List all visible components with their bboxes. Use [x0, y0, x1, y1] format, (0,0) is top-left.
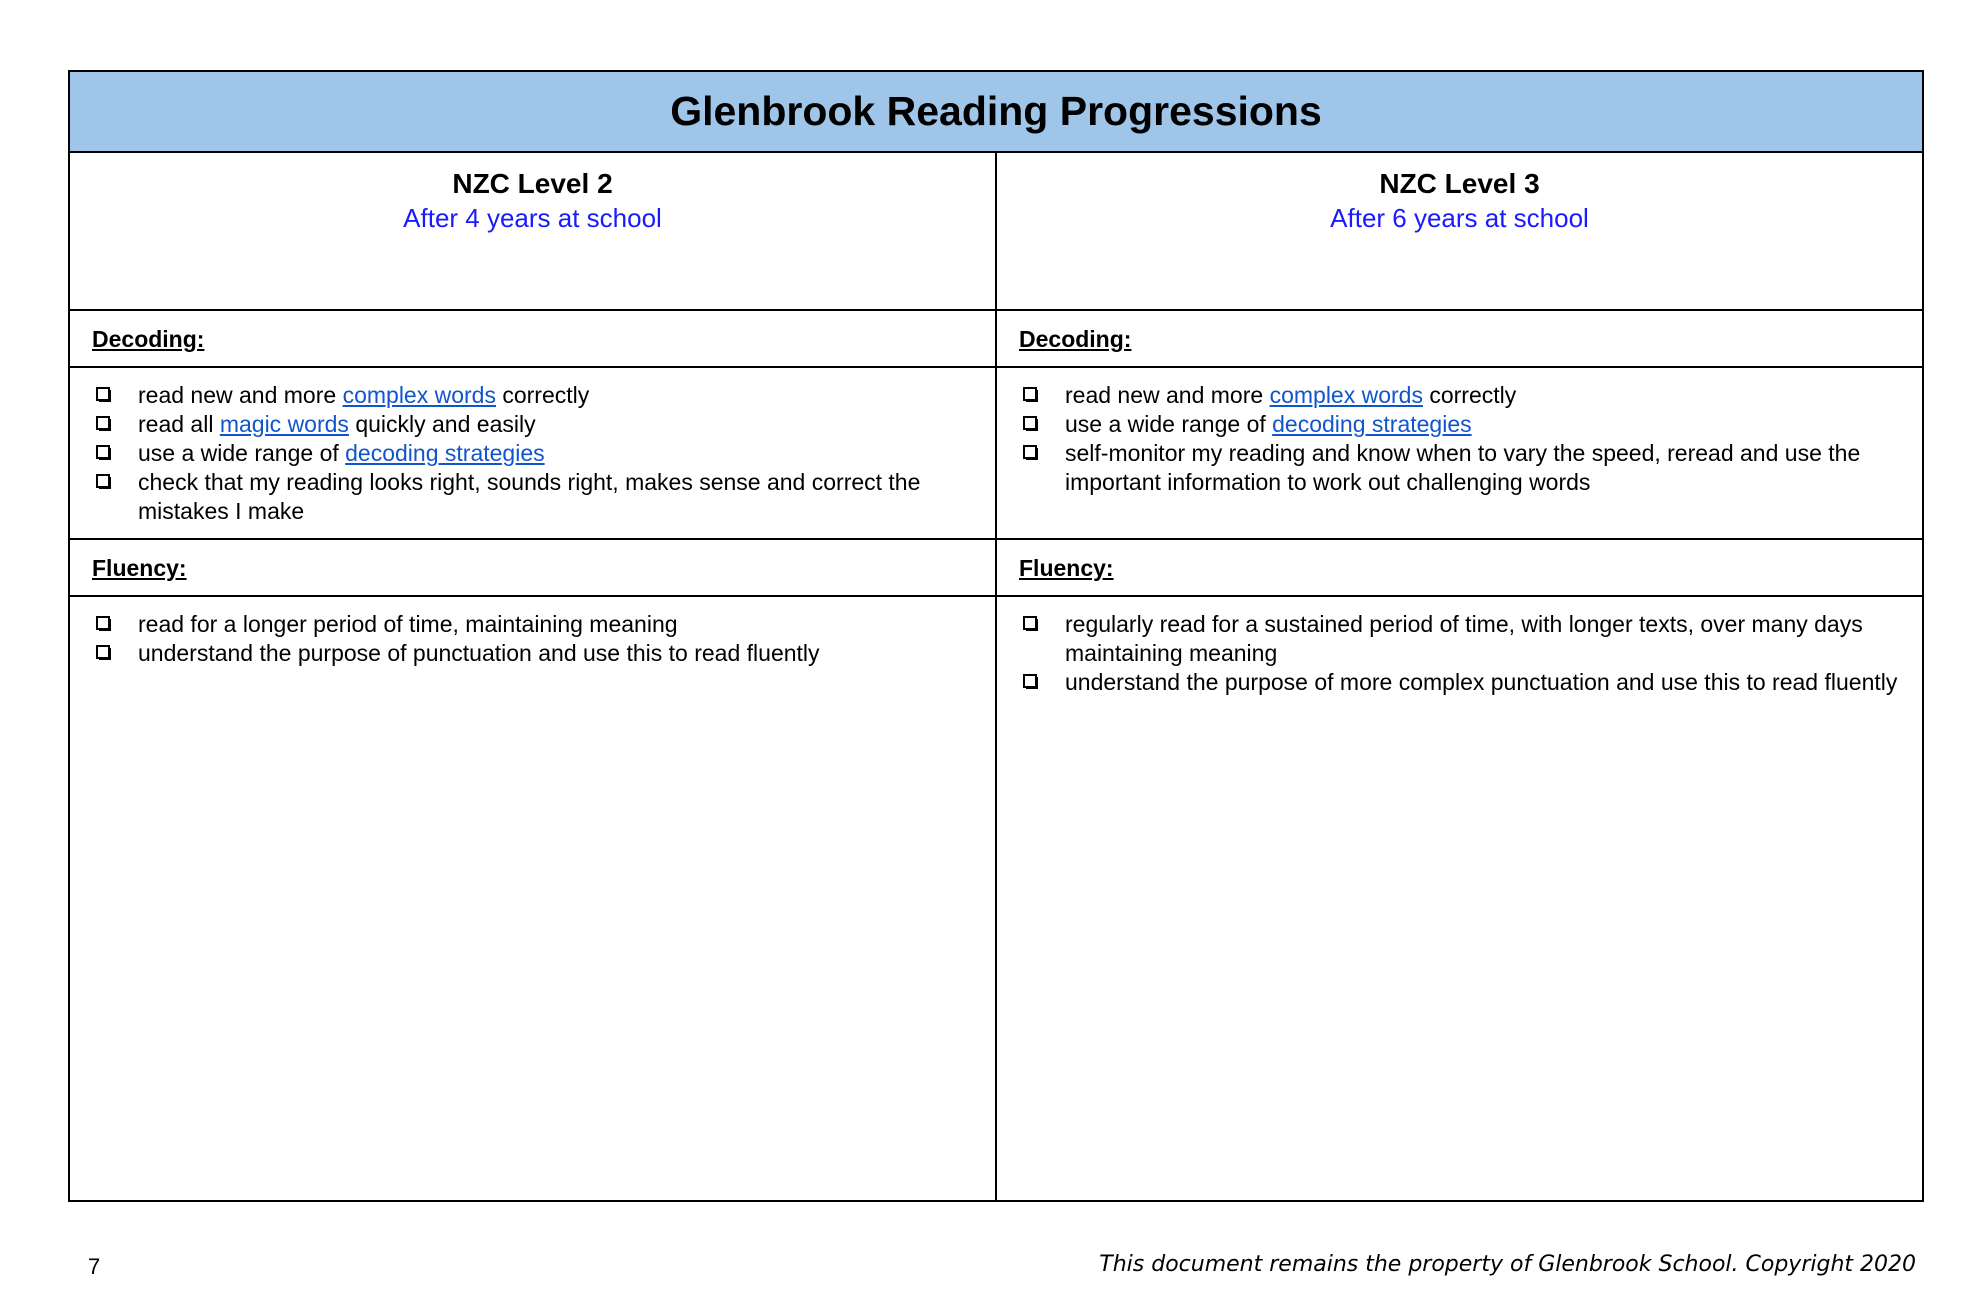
list-item: use a wide range of decoding strategies [1023, 410, 1902, 439]
list-item: understand the purpose of more complex punctuation and use this to read fluently [1023, 668, 1902, 697]
level-2-subtitle: After 4 years at school [403, 203, 662, 233]
page-number: 7 [88, 1254, 101, 1279]
level-3-name: NZC Level 3 [1379, 168, 1540, 199]
list-item: check that my reading looks right, sounds right, makes sense and correct the mistakes I make [96, 468, 975, 526]
checkbox-icon [1023, 445, 1038, 460]
list-item: read new and more complex words correctly [1023, 381, 1902, 410]
complex-words-link[interactable]: complex words [1269, 382, 1423, 408]
level-3-fluency-list [1023, 610, 1902, 697]
decoding-label: Decoding: [92, 326, 205, 352]
fluency-label: Fluency: [92, 555, 187, 581]
fluency-label: Fluency: [1019, 555, 1114, 581]
level-3-decoding-list [1023, 381, 1902, 497]
copyright-notice: This document remains the property of Glenbrook School. Copyright 2020 [1099, 1252, 1916, 1277]
level-2-header [70, 151, 997, 309]
complex-words-link[interactable]: complex words [342, 382, 496, 408]
title-banner [70, 72, 1922, 151]
level-2-decoding-heading [70, 309, 997, 366]
level-2-decoding-list-cell [70, 366, 997, 538]
checkbox-icon [96, 645, 111, 660]
level-2-decoding-list [96, 381, 975, 526]
checkbox-icon [96, 474, 111, 489]
checkbox-icon [96, 445, 111, 460]
checkbox-icon [1023, 416, 1038, 431]
level-2-fluency-heading [70, 538, 997, 595]
level-2-name: NZC Level 2 [452, 168, 613, 199]
level-3-decoding-list-cell [997, 366, 1922, 538]
level-3-header [997, 151, 1922, 309]
list-item: read for a longer period of time, maintaining meaning [96, 610, 975, 639]
decoding-label: Decoding: [1019, 326, 1132, 352]
level-2-fluency-list [96, 610, 975, 668]
checkbox-icon [96, 616, 111, 631]
checkbox-icon [96, 416, 111, 431]
level-3-decoding-heading [997, 309, 1922, 366]
checkbox-icon [96, 387, 111, 402]
progressions-table [68, 70, 1924, 1202]
list-item: read all magic words quickly and easily [96, 410, 975, 439]
level-3-fluency-heading [997, 538, 1922, 595]
list-item: self-monitor my reading and know when to vary the speed, reread and use the important information to work out challenging words [1023, 439, 1902, 497]
list-item: understand the purpose of punctuation and use this to read fluently [96, 639, 975, 668]
list-item: use a wide range of decoding strategies [96, 439, 975, 468]
checkbox-icon [1023, 616, 1038, 631]
magic-words-link[interactable]: magic words [219, 411, 349, 437]
checkbox-icon [1023, 674, 1038, 689]
level-3-fluency-list-cell [997, 595, 1922, 1200]
decoding-strategies-link[interactable]: decoding strategies [345, 440, 545, 466]
level-2-fluency-list-cell [70, 595, 997, 1200]
checkbox-icon [1023, 387, 1038, 402]
list-item: regularly read for a sustained period of time, with longer texts, over many days maintaining meaning [1023, 610, 1902, 668]
decoding-strategies-link[interactable]: decoding strategies [1272, 411, 1472, 437]
list-item: read new and more complex words correctly [96, 381, 975, 410]
page-title: Glenbrook Reading Progressions [670, 88, 1322, 134]
level-3-subtitle: After 6 years at school [1330, 203, 1589, 233]
